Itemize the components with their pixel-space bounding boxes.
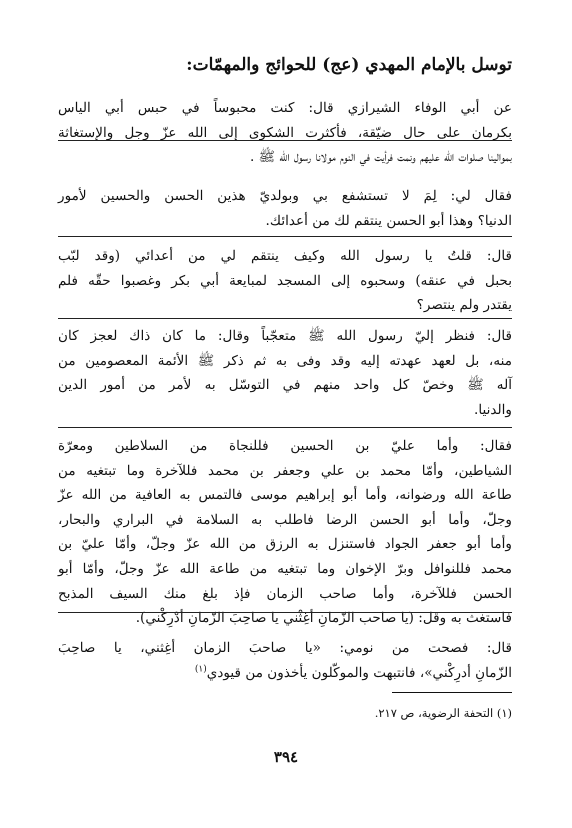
paragraph-line: فقال لي: لِمَ لا تستشفع بي وبولديّ هذين الحسن والحسين لأمور (58, 188, 512, 204)
paragraph-divider (58, 318, 512, 319)
paragraph-line: بكرمان على حال ضيّقة، فأكثرت الشكوى إلى الله عزّ وجل والإستغاثة (58, 124, 512, 141)
paragraph-line: والدنيا. (474, 401, 512, 418)
footnote-reference[interactable]: (١) (194, 664, 207, 675)
paragraph-divider (58, 140, 512, 141)
paragraph-line: آله ﷺ وخصّ كل واحد منهم في التوسّل به لأمر من أمور الدين (58, 377, 512, 394)
paragraph-6 (58, 636, 512, 685)
paragraph-line: محمد فللنوافل وبرّ الإخوان وما تبتغيه من طاعة الله عزّ وجلّ، وأمّا أبو (58, 560, 512, 577)
footnote-marker: (١) (496, 706, 512, 720)
paragraph-line: طاعة الله ورضوانه، وأما أبو إبراهيم موسى فالتمس به العافية من الله عزّ (58, 487, 512, 504)
paragraph-1 (58, 96, 512, 170)
page-number: ٣٩٤ (273, 748, 299, 766)
paragraph-5 (58, 434, 512, 631)
paragraph-divider (58, 427, 512, 428)
paragraph-line: فقال: وأما عليّ بن الحسين فللنجاة من السلاطين ومعرّة (58, 438, 512, 454)
footnote-separator (392, 692, 512, 693)
paragraph-line: الشياطين، وأمّا محمد بن علي وجعفر بن محمد فللآخرة وما تبتغيه من (58, 462, 512, 479)
paragraph-line: منه، بل لعهد عهدته إليه وقد وفى به ثم ذكر ﷺ الأئمة المعصومين من (58, 352, 512, 369)
footnote (58, 704, 512, 722)
paragraph-line: وأما أبو جعفر الجواد فاستنزل به الرزق من الله عزّ وجلّ، وأمّا عليّ بن (58, 536, 512, 553)
paragraph-line: قال: فنظر إليّ رسول الله ﷺ متعجّباً وقال: ما كان ذاك لعجز كان (58, 328, 512, 344)
paragraph-line: بحبل في عنقه) وسحبوه إلى المسجد لمبايعة أبي بكر وغصبوا حقّه فلم (58, 272, 512, 289)
paragraph-line (58, 661, 512, 686)
paragraph-line: الحسن فللآخرة، وأما صاحب الزمان فإذ بلغ منك السيف المذبح (58, 585, 512, 602)
section-heading: توسل بالإمام المهدي (عج) للحوائج والمهمّات: (186, 55, 512, 75)
paragraph-line: يقتدر ولم ينتصر؟ (416, 297, 512, 314)
paragraph-line: فاستغث به وقل: (يا صاحب الزّمانِ أغِثْني يا صاحِبَ الزّمانِ أدْرِكْني). (135, 610, 512, 627)
paragraph-divider (58, 612, 512, 613)
paragraph-line: بموالينا صلوات الله عليهم ونمت فرأيت في النوم مولانا رسول الله ﷺ . (250, 149, 512, 166)
paragraph-line: قال: قلتُ يا رسول الله وكيف ينتقم لي من أعدائي (وقد لبّب (58, 248, 512, 264)
paragraph-line-text: الزّمانِ أدرِكْني»، فانتبهت والموكّلون يأخذون من قيودي (206, 664, 512, 681)
footnote-text: التحفة الرضوية، ص ٢١٧. (374, 706, 494, 720)
paragraph-line: الدنيا؟ وهذا أبو الحسن ينتقم لك من أعدائك. (265, 212, 512, 229)
paragraph-line: عن أبي الوفاء الشيرازي قال: كنت محبوساً في حبس أبي الياس (58, 100, 512, 116)
paragraph-divider (58, 236, 512, 237)
paragraph-2 (58, 184, 512, 233)
paragraph-line: قال: فصحت من نومي: «يا صاحبَ الزمان أغِثني، يا صاحِبَ (58, 640, 512, 656)
paragraph-line: وجلّ، وأما أبو الحسن الرضا فاطلب به السلامة في البراري والبحار، (58, 511, 512, 528)
paragraph-4 (58, 324, 512, 422)
paragraph-3 (58, 244, 512, 318)
